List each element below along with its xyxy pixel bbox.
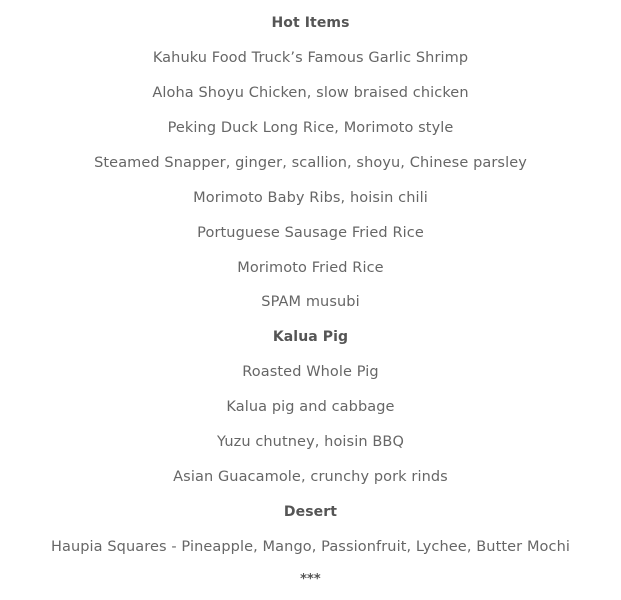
section-separator: *** (300, 572, 321, 587)
menu-item: Portuguese Sausage Fried Rice (197, 225, 424, 241)
menu-item: Kahuku Food Truck’s Famous Garlic Shrimp (152, 50, 469, 66)
menu-item: Roasted Whole Pig (242, 364, 379, 380)
section-heading-desert: Desert (283, 504, 338, 520)
menu-item: SPAM musubi (261, 294, 360, 310)
menu-item: Morimoto Fried Rice (237, 260, 384, 276)
menu-item: Kalua pig and cabbage (226, 399, 395, 415)
menu-item: Peking Duck Long Rice, Morimoto style (167, 120, 454, 136)
section-heading-kalua-pig: Kalua Pig (272, 329, 349, 345)
menu-item: Yuzu chutney, hoisin BBQ (217, 434, 404, 450)
section-heading-hot-items: Hot Items (271, 15, 350, 31)
menu-item: Steamed Snapper, ginger, scallion, shoyu, Chinese parsley (94, 155, 527, 171)
menu-item: Haupia Squares - Pineapple, Mango, Passionfruit, Lychee, Butter Mochi (50, 539, 571, 555)
menu-item: Morimoto Baby Ribs, hoisin chili (193, 190, 428, 206)
menu-item: Asian Guacamole, crunchy pork rinds (173, 469, 448, 485)
menu-item: Aloha Shoyu Chicken, slow braised chicken (152, 85, 469, 101)
